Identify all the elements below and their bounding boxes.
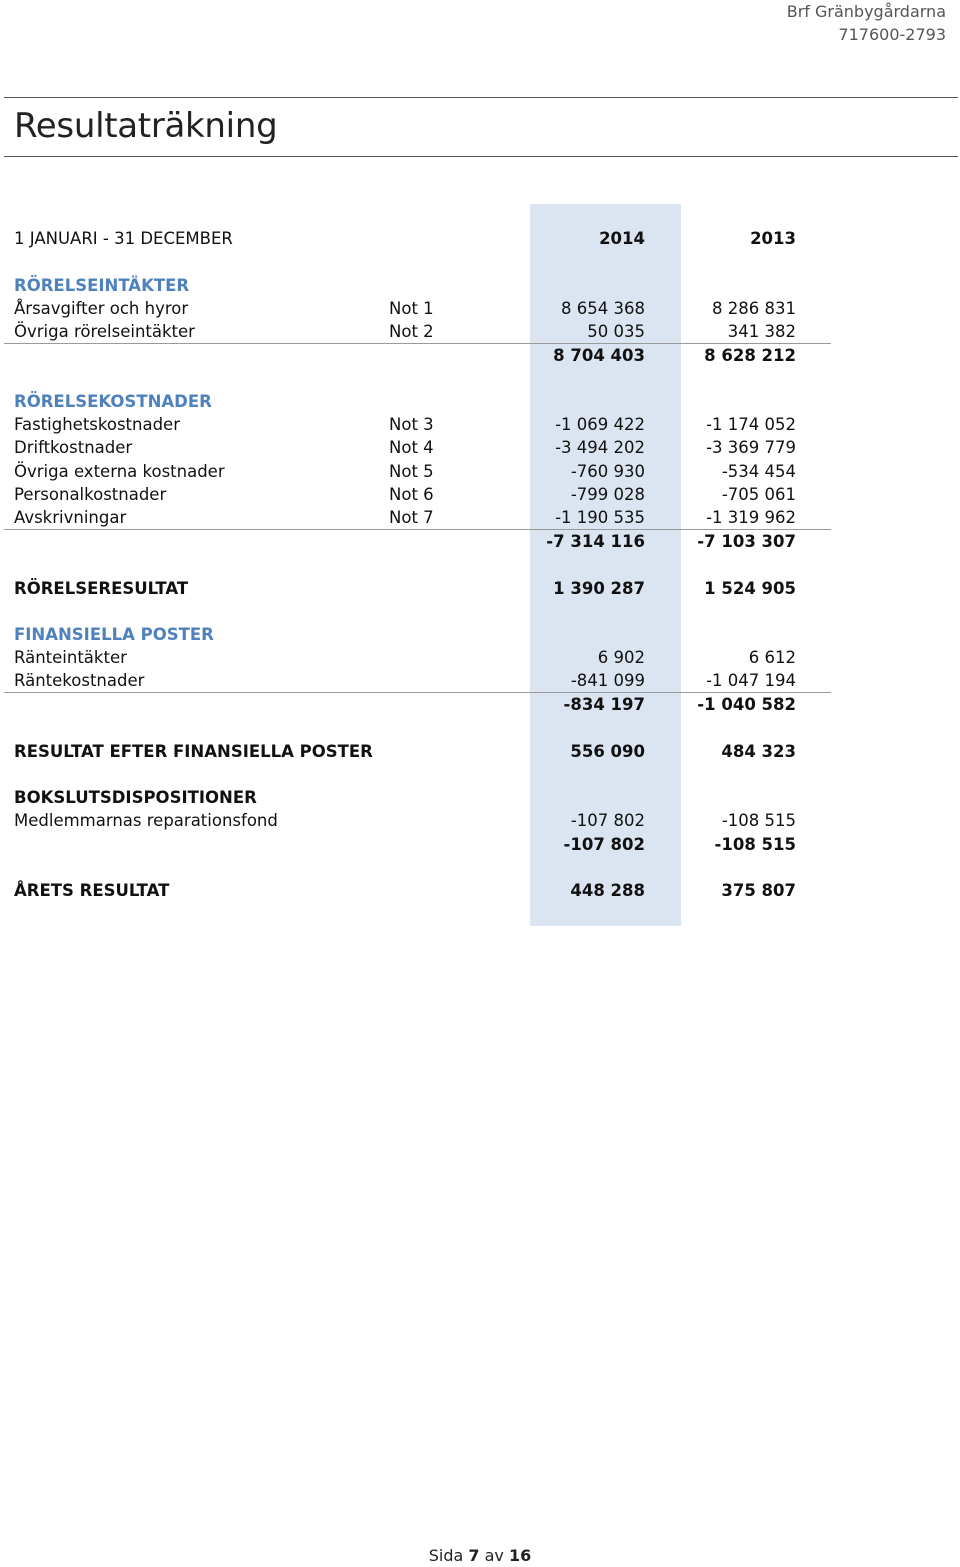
row-label: Räntekostnader	[14, 671, 145, 690]
row-label: Övriga externa kostnader	[14, 462, 225, 481]
section-heading-rorelsekostnader	[0, 390, 960, 413]
table-row	[0, 413, 960, 436]
row-value-2014: -1 069 422	[555, 415, 645, 434]
row-note: Not 5	[389, 462, 434, 481]
row-label: Fastighetskostnader	[14, 415, 180, 434]
row-value-2013: -108 515	[721, 811, 796, 830]
section-heading-finansiella	[0, 623, 960, 646]
total-label: RÖRELSERESULTAT	[14, 579, 189, 598]
footer-page-number: 7	[468, 1546, 480, 1565]
row-value-2013: -705 061	[721, 485, 796, 504]
table-row	[0, 436, 960, 459]
subtotal-value-2013: 8 628 212	[704, 346, 796, 365]
row-note: Not 1	[389, 299, 434, 318]
row-value-2013: -1 319 962	[706, 508, 796, 527]
table-row	[0, 669, 960, 692]
total-value-2013: 484 323	[721, 742, 796, 761]
row-label: Övriga rörelseintäkter	[14, 322, 195, 341]
row-note: Not 2	[389, 322, 434, 341]
total-label: ÅRETS RESULTAT	[14, 881, 170, 900]
subtotal-value-2014: -7 314 116	[546, 532, 645, 551]
section-heading-label: RÖRELSEINTÄKTER	[14, 276, 190, 295]
period-header-row	[0, 227, 960, 250]
row-value-2014: -841 099	[570, 671, 645, 690]
section-heading-label: FINANSIELLA POSTER	[14, 625, 214, 644]
footer-page-total: 16	[509, 1546, 532, 1565]
table-row	[0, 809, 960, 832]
subtotal-row-finansiella	[0, 693, 960, 716]
row-label: Årsavgifter och hyror	[14, 299, 189, 318]
year-previous: 2013	[750, 229, 796, 248]
row-value-2014: -799 028	[570, 485, 645, 504]
row-value-2013: -534 454	[721, 462, 796, 481]
total-row-resultat-efter-finansiella	[0, 740, 960, 763]
table-row	[0, 320, 960, 343]
row-value-2014: -3 494 202	[555, 438, 645, 457]
subtotal-value-2013: -7 103 307	[697, 532, 796, 551]
org-number: 717600-2793	[838, 25, 946, 44]
page-title: Resultaträkning	[14, 106, 278, 146]
table-row	[0, 646, 960, 669]
row-note: Not 4	[389, 438, 434, 457]
row-value-2013: -1 174 052	[706, 415, 796, 434]
org-name: Brf Gränbygårdarna	[786, 2, 946, 21]
total-row-arets-resultat	[0, 879, 960, 902]
subtotal-value-2014: 8 704 403	[553, 346, 645, 365]
subtotal-value-2014: -107 802	[563, 835, 645, 854]
total-value-2013: 1 524 905	[704, 579, 796, 598]
row-value-2014: -760 930	[570, 462, 645, 481]
row-value-2014: -1 190 535	[555, 508, 645, 527]
total-value-2013: 375 807	[721, 881, 796, 900]
row-label: Ränteintäkter	[14, 648, 127, 667]
total-value-2014: 1 390 287	[553, 579, 645, 598]
title-top-rule	[4, 97, 958, 98]
total-value-2014: 556 090	[570, 742, 645, 761]
row-value-2013: -3 369 779	[706, 438, 796, 457]
footer-prefix: Sida	[428, 1546, 464, 1565]
subtotal-value-2013: -108 515	[714, 835, 796, 854]
row-value-2014: 8 654 368	[561, 299, 645, 318]
section-heading-label: RÖRELSEKOSTNADER	[14, 392, 212, 411]
row-value-2013: 341 382	[727, 322, 796, 341]
period-label: 1 JANUARI - 31 DECEMBER	[14, 229, 233, 248]
table-row	[0, 460, 960, 483]
subtotal-row-bokslut	[0, 833, 960, 856]
total-label: RESULTAT EFTER FINANSIELLA POSTER	[14, 742, 373, 761]
table-row	[0, 483, 960, 506]
section-heading-bokslut	[0, 786, 960, 809]
row-label: Medlemmarnas reparationsfond	[14, 811, 278, 830]
row-note: Not 6	[389, 485, 434, 504]
total-value-2014: 448 288	[570, 881, 645, 900]
table-row	[0, 506, 960, 529]
subtotal-row-rorelsekostnader	[0, 530, 960, 553]
row-note: Not 3	[389, 415, 434, 434]
row-label: Personalkostnader	[14, 485, 167, 504]
page-footer	[0, 1545, 960, 1567]
row-label: Driftkostnader	[14, 438, 133, 457]
row-value-2014: 6 902	[597, 648, 645, 667]
footer-separator: av	[484, 1546, 504, 1565]
subtotal-value-2013: -1 040 582	[697, 695, 796, 714]
title-bottom-rule	[4, 156, 958, 157]
row-value-2013: -1 047 194	[706, 671, 796, 690]
row-value-2013: 8 286 831	[712, 299, 796, 318]
row-value-2013: 6 612	[748, 648, 796, 667]
row-note: Not 7	[389, 508, 434, 527]
section-heading-label: BOKSLUTSDISPOSITIONER	[14, 788, 257, 807]
org-header	[787, 0, 946, 46]
subtotal-value-2014: -834 197	[563, 695, 645, 714]
table-row	[0, 297, 960, 320]
row-value-2014: -107 802	[570, 811, 645, 830]
row-value-2014: 50 035	[587, 322, 645, 341]
total-row-rorelseresultat	[0, 577, 960, 600]
section-heading-rorelseintakter	[0, 274, 960, 297]
subtotal-row-rorelseintakter	[0, 344, 960, 367]
row-label: Avskrivningar	[14, 508, 127, 527]
year-current: 2014	[599, 229, 645, 248]
